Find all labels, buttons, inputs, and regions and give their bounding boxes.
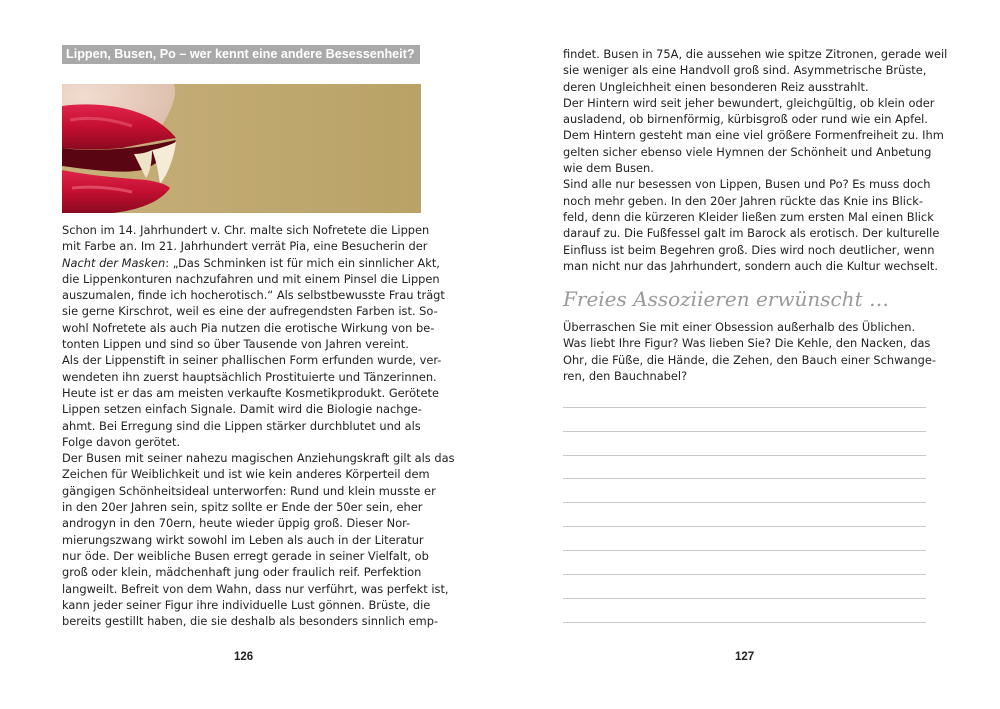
writing-line [563,431,926,432]
text-line: Nacht der Masken: „Das Schminken ist für mich ein sinnlicher Akt, [62,255,440,270]
writing-line [563,550,926,551]
page-number-right: 127 [735,651,755,663]
text-line: deren Ungleichheit einen besonderen Reiz ausstrahlt. [563,79,869,94]
text-line: Der Hintern wird seit jeher bewundert, gleichgültig, ob klein oder [563,95,935,110]
page-number-left: 126 [234,651,254,663]
text-line: Lippen setzen einfach Signale. Damit wird die Biologie nachge- [62,402,422,417]
text-line: Dem Hintern gesteht man eine viel größere Formenfreiheit zu. Ihm [563,128,944,143]
writing-line [563,455,926,456]
text-line: sie gerne Kirschrot, weil es eine der aufregendsten Farben ist. So- [62,304,438,319]
text-line: tonten Lippen und sind so über Tausende von Jahren vereint. [62,337,409,352]
writing-line [563,478,926,479]
text-line: bereits gestillt haben, die sie deshalb als besonders sinnlich emp- [62,614,439,629]
text-line: auszumalen, finde ich hocherotisch.“ Als selbstbewusste Frau trägt [62,288,445,303]
text-line: androgyn in den 70ern, heute wieder üppig groß. Dieser Nor- [62,516,411,531]
text-line: ahmt. Bei Erregung sind die Lippen stärker durchblutet und als [62,418,421,433]
text-line: findet. Busen in 75A, die aussehen wie spitze Zitronen, gerade weil [563,47,948,61]
text-line: groß oder klein, mädchenhaft jung oder fraulich reif. Perfektion [62,565,422,580]
writing-line [563,622,926,623]
text-line: Überraschen Sie mit einer Obsession außerhalb des Üblichen. [563,320,916,334]
text-line: Heute ist er das am meisten verkaufte Kosmetikprodukt. Gerötete [62,385,440,400]
writing-line [563,502,926,503]
text-line: die Lippenkonturen nachzufahren und mit einem Pinsel die Lippen [62,271,440,286]
text-line: wohl Nofretete als auch Pia nutzen die erotische Wirkung von be- [62,320,435,335]
prompt-text [563,319,936,384]
text-line: Der Busen mit seiner nahezu magischen Anziehungskraft gilt als das [62,451,455,466]
text-line: Folge davon gerötet. [62,434,181,449]
text-line: noch mehr geben. In den 20er Jahren rückte das Knie ins Blick- [563,193,923,208]
text-line: wendeten ihn zuerst hauptsächlich Prostituierte und Tänzerinnen. [62,369,437,384]
lips-photo [62,84,421,213]
text-line: ausladend, ob birnenförmig, kürbisgroß oder rund wie ein Apfel. [563,112,928,127]
text-line: man nicht nur das Jahrhundert, sondern auch die Kultur wechselt. [563,258,938,273]
text-line: Was liebt Ihre Figur? Was lieben Sie? Die Kehle, den Nacken, das [563,336,931,351]
text-line: Zeichen für Weiblichkeit und ist wie kein anderes Körperteil dem [62,467,430,482]
body-text-right [563,46,948,274]
text-line: darauf zu. Die Fußfessel galt im Barock als erotisch. Der kulturelle [563,226,940,241]
text-line: Als der Lippenstift in seiner phallischen Form erfunden wurde, ver- [62,353,442,368]
text-line: feld, denn die kürzeren Kleider ließen zum ersten Mal einen Blick [563,209,934,224]
text-line: ren, den Bauchnabel? [563,368,688,383]
writing-line [563,407,926,408]
writing-line [563,526,926,527]
text-line: kann jeder seiner Figur ihre individuelle Lust gönnen. Brüste, die [62,597,431,612]
text-line: Sind alle nur besessen von Lippen, Busen und Po? Es muss doch [563,177,931,192]
lips-icon [62,84,421,213]
section-heading: Lippen, Busen, Po – wer kennt eine andere Besessenheit? [62,45,420,64]
writing-line [563,574,926,575]
text-line: sie weniger als eine Handvoll groß sind. Asymmetrische Brüste, [563,63,927,78]
text-line: langweilt. Befreit von dem Wahn, dass nur verführt, was perfekt ist, [62,581,449,596]
text-line: in den 20er Jahren sein, spitz sollte er Ende der 50er sein, eher [62,500,423,515]
section-title: Freies Assoziieren erwünscht … [563,287,889,311]
text-line: Einfluss ist beim Begehren groß. Dies wird noch deutlicher, wenn [563,242,935,257]
writing-line [563,598,926,599]
body-text-left [62,222,455,629]
text-line: Schon im 14. Jahrhundert v. Chr. malte sich Nofretete die Lippen [62,223,430,237]
text-line: mierungszwang wirkt sowohl im Leben als auch in der Literatur [62,532,424,547]
text-line: mit Farbe an. Im 21. Jahrhundert verrät Pia, eine Besucherin der [62,239,428,254]
text-line: Ohr, die Füße, die Hände, die Zehen, den Bauch einer Schwange- [563,352,936,367]
text-line: gängigen Schönheitsideal unterworfen: Rund und klein musste er [62,483,436,498]
text-line: wie dem Busen. [563,161,654,176]
text-line: nur öde. Der weibliche Busen erregt gerade in seiner Vielfalt, ob [62,548,429,563]
text-line: gelten sicher ebenso viele Hymnen der Schönheit und Anbetung [563,144,932,159]
